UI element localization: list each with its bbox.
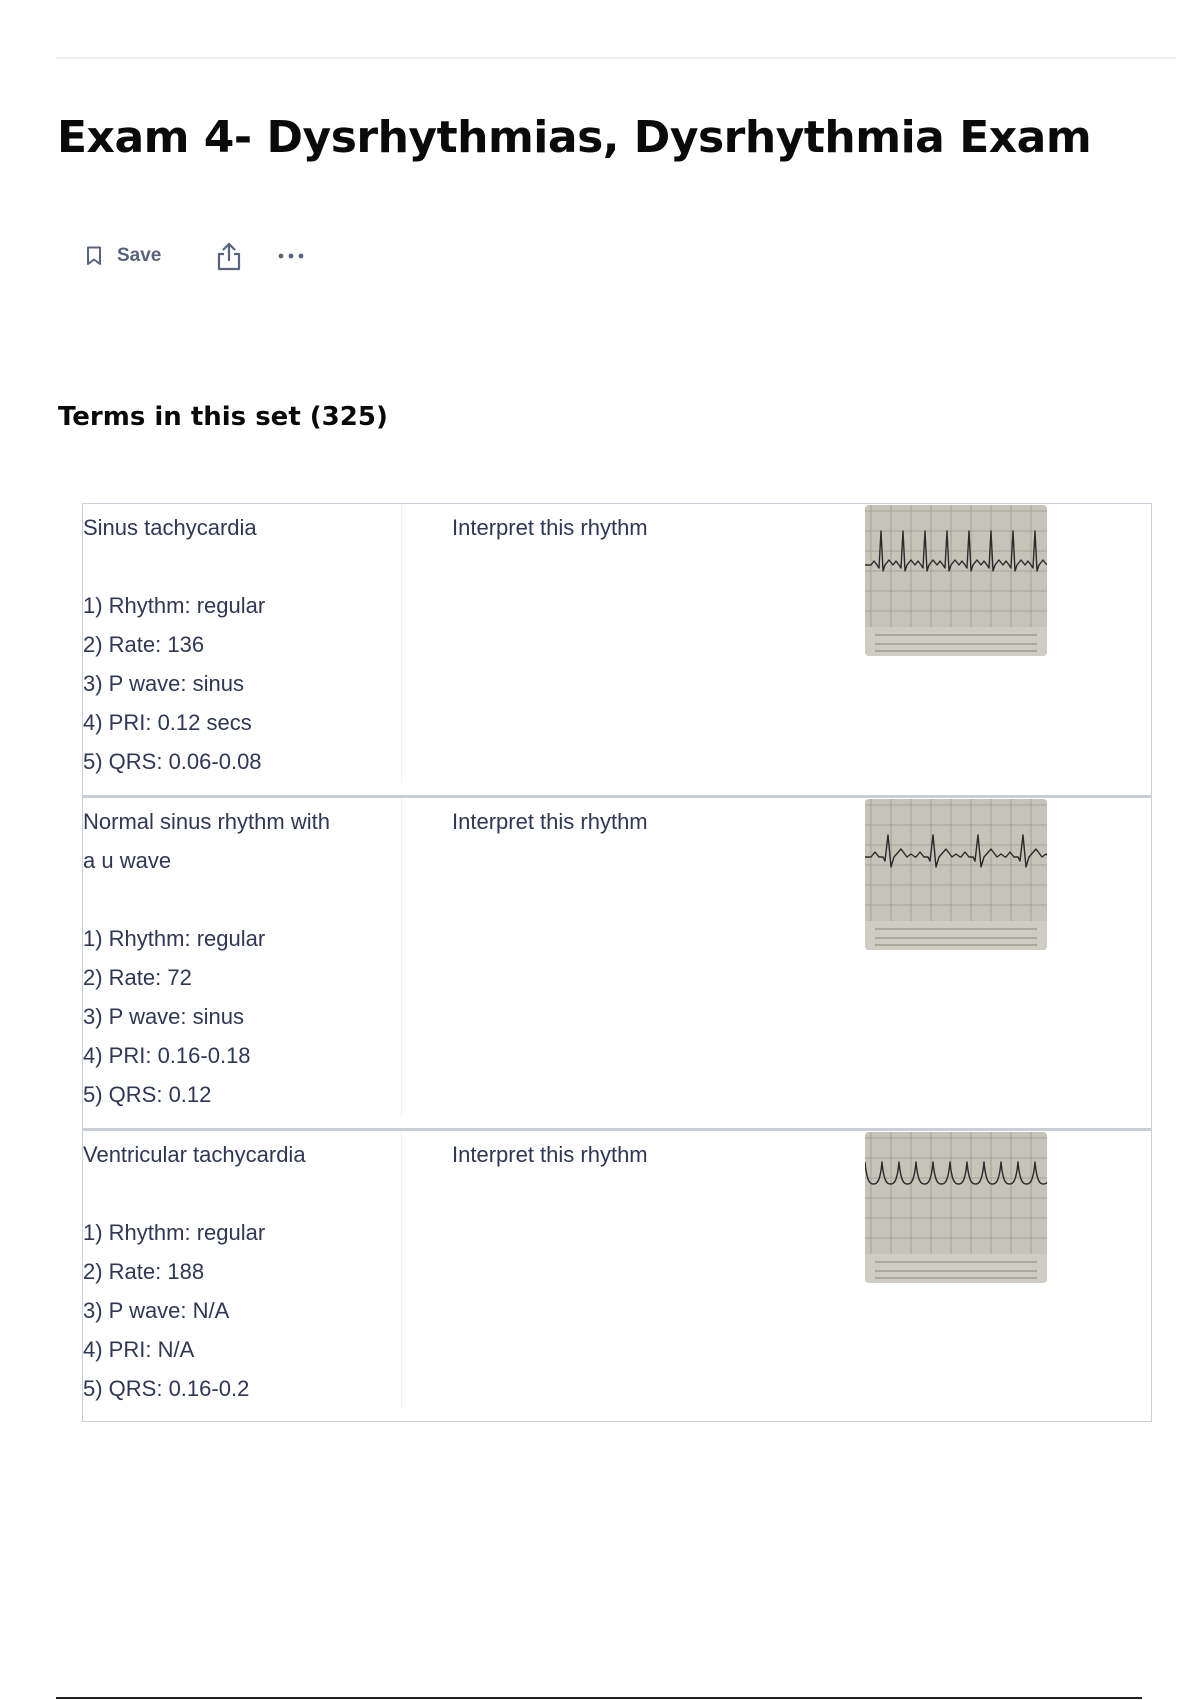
definition-text: Interpret this rhythm bbox=[452, 515, 648, 540]
share-icon[interactable] bbox=[215, 241, 243, 271]
save-button-label: Save bbox=[117, 245, 162, 266]
term-text: Ventricular tachycardia 1) Rhythm: regular 2) Rate: 188 3) P wave: N/A 4) PRI: N/A 5) QRS: 0.16-0.2 bbox=[83, 1142, 306, 1401]
card-divider bbox=[401, 504, 402, 783]
definition-text: Interpret this rhythm bbox=[452, 809, 648, 834]
top-divider bbox=[56, 57, 1176, 59]
terms-heading: Terms in this set (325) bbox=[58, 402, 388, 432]
set-toolbar bbox=[86, 238, 307, 274]
bottom-divider bbox=[56, 1697, 1142, 1699]
ecg-strip-image[interactable] bbox=[865, 1132, 1047, 1283]
term-card bbox=[82, 503, 1152, 796]
card-divider bbox=[401, 798, 402, 1116]
term-card bbox=[82, 1129, 1152, 1422]
term-text: Normal sinus rhythm with a u wave 1) Rhythm: regular 2) Rate: 72 3) P wave: sinus 4) PRI: 0.16-0.18 5) QRS: 0.12 bbox=[83, 809, 330, 1107]
card-divider bbox=[401, 1131, 402, 1409]
definition-text: Interpret this rhythm bbox=[452, 1142, 648, 1167]
save-button[interactable] bbox=[86, 245, 161, 267]
page-title: Exam 4- Dysrhythmias, Dysrhythmia Exam bbox=[57, 112, 1092, 163]
ecg-strip-image[interactable] bbox=[865, 799, 1047, 950]
ecg-strip-image[interactable] bbox=[865, 505, 1047, 656]
more-icon[interactable] bbox=[275, 246, 307, 266]
term-text: Sinus tachycardia 1) Rhythm: regular 2) Rate: 136 3) P wave: sinus 4) PRI: 0.12 secs 5) QRS: 0.06-0.08 bbox=[83, 515, 266, 774]
term-list bbox=[82, 503, 1152, 1422]
term-card bbox=[82, 796, 1152, 1129]
bookmark-icon bbox=[86, 246, 102, 266]
